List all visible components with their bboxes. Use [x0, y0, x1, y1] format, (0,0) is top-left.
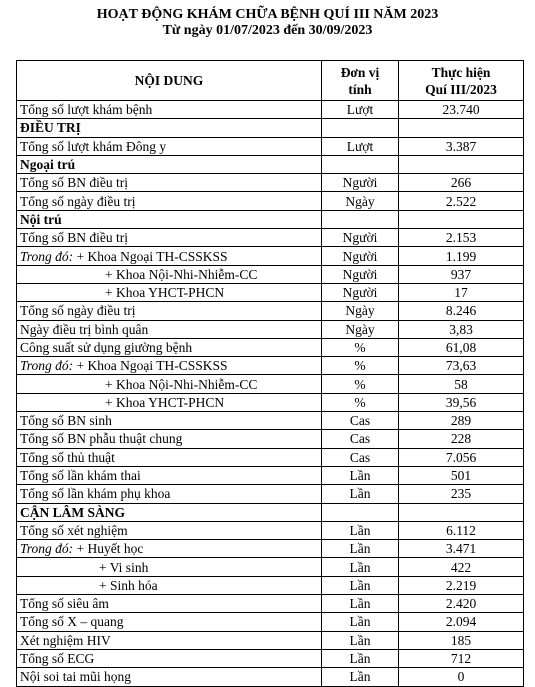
row-unit: Người — [322, 174, 399, 192]
table-row — [17, 412, 524, 430]
row-unit: Cas — [322, 412, 399, 430]
row-value: 7.056 — [399, 448, 524, 466]
row-prefix: Trong đó: — [20, 358, 74, 374]
row-label — [17, 668, 322, 686]
row-unit: Người — [322, 229, 399, 247]
row-unit: Người — [322, 265, 399, 283]
table-row — [17, 576, 524, 594]
table-row — [17, 668, 524, 686]
table-row — [17, 631, 524, 649]
row-label — [17, 265, 322, 283]
table-row — [17, 137, 524, 155]
row-label — [17, 302, 322, 320]
row-unit — [322, 210, 399, 228]
row-unit: % — [322, 375, 399, 393]
row-label-text: Tổng số X – quang — [20, 614, 124, 630]
row-label — [17, 649, 322, 667]
table-row — [17, 649, 524, 667]
table-row — [17, 357, 524, 375]
row-label-text: + Khoa YHCT-PHCN — [105, 285, 225, 301]
header-unit-line2: tính — [348, 81, 372, 97]
table-body — [17, 101, 524, 687]
row-unit: Lần — [322, 558, 399, 576]
row-label-text: Tổng số BN sinh — [20, 413, 112, 429]
row-value: 235 — [399, 485, 524, 503]
row-label — [17, 174, 322, 192]
row-label: Ngoại trú — [17, 155, 322, 173]
row-label-text: Nội soi tai mũi họng — [20, 669, 131, 685]
row-label — [17, 247, 322, 265]
row-label — [17, 631, 322, 649]
row-unit: Lần — [322, 576, 399, 594]
row-value — [399, 155, 524, 173]
row-prefix: Trong đó: — [20, 541, 74, 557]
row-label-text: Xét nghiệm HIV — [20, 632, 111, 648]
row-unit — [322, 119, 399, 137]
row-unit: Ngày — [322, 302, 399, 320]
row-unit: Lần — [322, 613, 399, 631]
row-unit: Lần — [322, 485, 399, 503]
row-label-text: Tổng số xét nghiệm — [20, 522, 128, 538]
row-unit: Lần — [322, 521, 399, 539]
row-value: 2.219 — [399, 576, 524, 594]
subsection-row — [17, 210, 524, 228]
table-row — [17, 174, 524, 192]
row-label-text: + Khoa Ngoại TH-CSSKSS — [73, 248, 228, 264]
row-unit: Cas — [322, 448, 399, 466]
row-unit — [322, 503, 399, 521]
row-unit: Lần — [322, 466, 399, 484]
row-unit: Lượt — [322, 137, 399, 155]
row-value: 61,08 — [399, 338, 524, 356]
subsection-row — [17, 155, 524, 173]
table-row — [17, 595, 524, 613]
table-row — [17, 393, 524, 411]
row-prefix: Trong đó: — [20, 248, 74, 264]
row-label-text: Tổng số ngày điều trị — [20, 303, 136, 319]
row-value: 2.420 — [399, 595, 524, 613]
table-row — [17, 229, 524, 247]
table-row — [17, 485, 524, 503]
row-label-text: + Khoa YHCT-PHCN — [105, 394, 225, 410]
row-label — [17, 613, 322, 631]
report-title: HOẠT ĐỘNG KHÁM CHỮA BỆNH QUÍ III NĂM 2023 — [96, 7, 439, 22]
row-unit: % — [322, 393, 399, 411]
row-label — [17, 412, 322, 430]
table-row — [17, 540, 524, 558]
row-label-text: Ngày điều trị bình quân — [20, 321, 149, 337]
row-value — [399, 119, 524, 137]
table-row — [17, 320, 524, 338]
row-label — [17, 521, 322, 539]
row-unit: Ngày — [322, 320, 399, 338]
table-row — [17, 375, 524, 393]
row-label-text: Tổng số BN điều trị — [20, 230, 128, 246]
row-value: 23.740 — [399, 101, 524, 119]
row-value: 3.387 — [399, 137, 524, 155]
row-value: 1.199 — [399, 247, 524, 265]
row-value: 185 — [399, 631, 524, 649]
table-row — [17, 101, 524, 119]
row-label-text: + Vi sinh — [99, 559, 149, 575]
row-label-text: + Sinh hóa — [99, 577, 158, 593]
row-value: 8.246 — [399, 302, 524, 320]
table-row — [17, 448, 524, 466]
row-label — [17, 375, 322, 393]
header-value — [399, 61, 524, 101]
row-unit: % — [322, 357, 399, 375]
row-label — [17, 357, 322, 375]
header-value-line1: Thực hiện — [431, 64, 491, 80]
table-row — [17, 302, 524, 320]
row-label-text: Công suất sử dụng giường bệnh — [20, 340, 193, 355]
row-label-text: Tổng số ngày điều trị — [20, 193, 136, 209]
row-label-text: + Khoa Nội-Nhi-Nhiễm-CC — [105, 376, 258, 392]
row-label — [17, 101, 322, 119]
header-unit-line1: Đơn vị — [340, 64, 380, 80]
row-label-text: Tổng số lần khám thai — [20, 468, 141, 484]
table-row — [17, 283, 524, 301]
row-label-text: Tổng số lần khám phụ khoa — [20, 486, 171, 502]
row-label-text: Tổng số BN điều trị — [20, 175, 128, 191]
row-unit: Người — [322, 283, 399, 301]
table-row — [17, 613, 524, 631]
row-label — [17, 595, 322, 613]
row-unit: Lần — [322, 649, 399, 667]
row-label: ĐIỀU TRỊ — [17, 119, 322, 137]
row-unit: Người — [322, 247, 399, 265]
row-value: 6.112 — [399, 521, 524, 539]
row-label — [17, 320, 322, 338]
table-row — [17, 521, 524, 539]
header-content: NỘI DUNG — [17, 61, 322, 101]
table-row — [17, 338, 524, 356]
row-value: 289 — [399, 412, 524, 430]
row-value: 2.094 — [399, 613, 524, 631]
row-label — [17, 137, 322, 155]
row-label-text: Tổng số lượt khám bệnh — [20, 102, 153, 118]
row-unit: Cas — [322, 430, 399, 448]
row-label-text: Tổng số lượt khám Đông y — [20, 138, 167, 154]
row-label: Nội trú — [17, 210, 322, 228]
row-label-text: + Huyết học — [73, 541, 144, 557]
row-label — [17, 466, 322, 484]
row-label — [17, 229, 322, 247]
row-value: 2.153 — [399, 229, 524, 247]
row-label-text: Tổng số BN phẫu thuật chung — [20, 431, 183, 447]
table-row — [17, 430, 524, 448]
row-value — [399, 503, 524, 521]
row-label — [17, 540, 322, 558]
row-label — [17, 448, 322, 466]
row-unit: % — [322, 338, 399, 356]
row-label-text: Tổng số thủ thuật — [20, 449, 115, 465]
row-unit: Lần — [322, 595, 399, 613]
row-label — [17, 430, 322, 448]
row-label-text: Tổng số ECG — [20, 651, 95, 667]
row-label — [17, 393, 322, 411]
row-value: 422 — [399, 558, 524, 576]
row-label — [17, 283, 322, 301]
row-unit — [322, 155, 399, 173]
row-unit: Lần — [322, 631, 399, 649]
table-row — [17, 192, 524, 210]
row-value: 73,63 — [399, 357, 524, 375]
row-label: CẬN LÂM SÀNG — [17, 503, 322, 521]
table-header-row — [17, 61, 524, 101]
row-label — [17, 485, 322, 503]
row-label-text: + Khoa Ngoại TH-CSSKSS — [73, 358, 228, 374]
row-value: 58 — [399, 375, 524, 393]
section-row — [17, 119, 524, 137]
row-value: 39,56 — [399, 393, 524, 411]
row-value: 712 — [399, 649, 524, 667]
row-value: 266 — [399, 174, 524, 192]
row-label-text: + Khoa Nội-Nhi-Nhiễm-CC — [105, 266, 258, 282]
table-row — [17, 558, 524, 576]
section-row — [17, 503, 524, 521]
row-unit: Ngày — [322, 192, 399, 210]
row-value: 3,83 — [399, 320, 524, 338]
table-row — [17, 265, 524, 283]
activity-table — [16, 60, 524, 687]
header-value-line2: Quí III/2023 — [425, 81, 497, 97]
row-unit: Lần — [322, 668, 399, 686]
row-unit: Lượt — [322, 101, 399, 119]
row-value: 17 — [399, 283, 524, 301]
row-label — [17, 338, 322, 356]
report-period: Từ ngày 01/07/2023 đến 30/09/2023 — [162, 23, 373, 38]
row-label — [17, 558, 322, 576]
row-value: 501 — [399, 466, 524, 484]
row-value: 2.522 — [399, 192, 524, 210]
row-label-text: Tổng số siêu âm — [20, 596, 109, 612]
header-unit — [322, 61, 399, 101]
row-label — [17, 192, 322, 210]
row-value: 3.471 — [399, 540, 524, 558]
row-value: 228 — [399, 430, 524, 448]
row-value: 937 — [399, 265, 524, 283]
table-row — [17, 247, 524, 265]
row-value: 0 — [399, 668, 524, 686]
row-label — [17, 576, 322, 594]
table-row — [17, 466, 524, 484]
row-value — [399, 210, 524, 228]
row-unit: Lần — [322, 540, 399, 558]
